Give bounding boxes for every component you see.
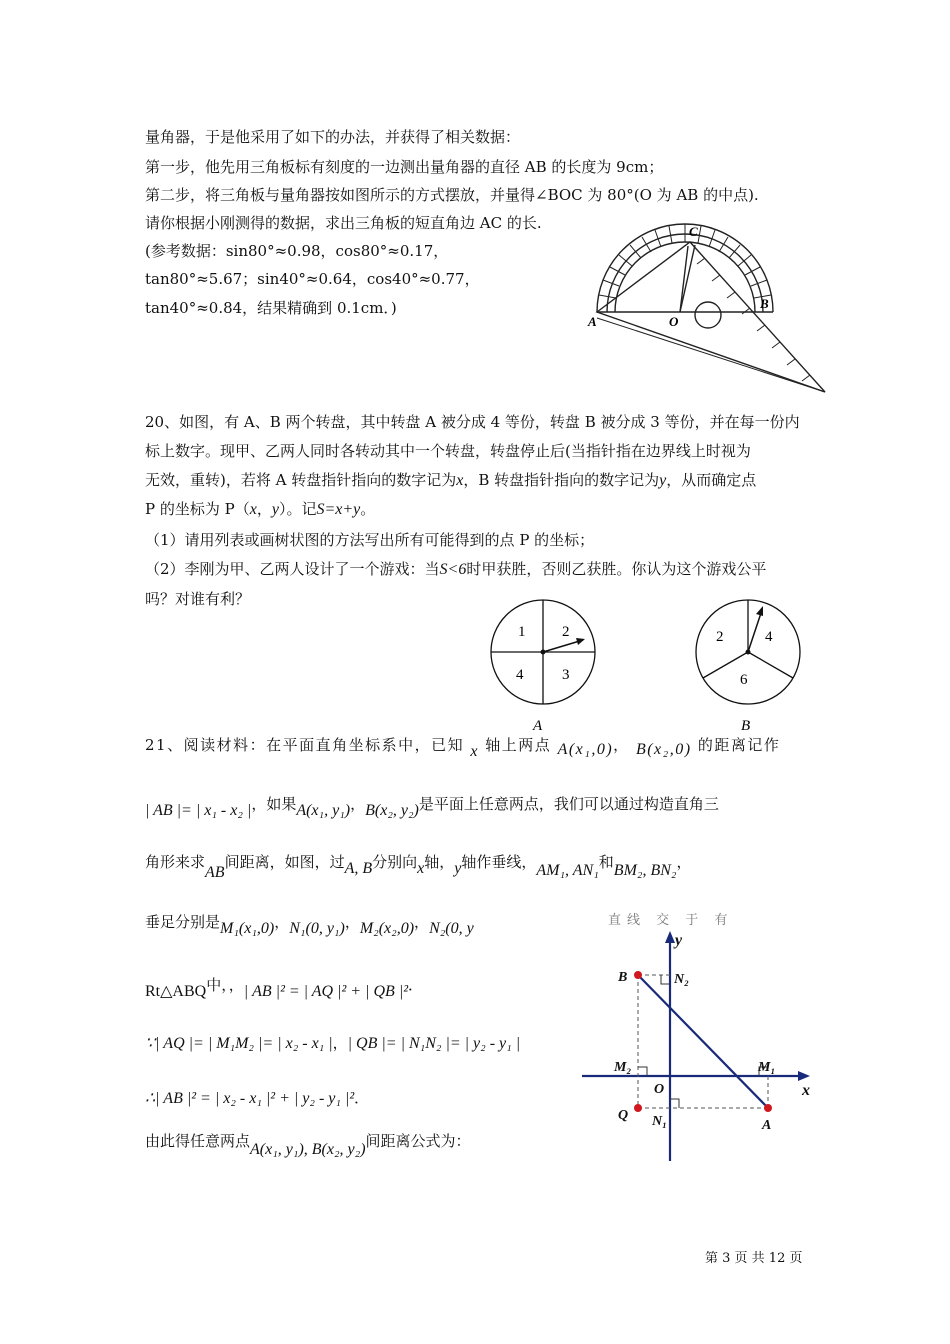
q19-ref-1: (参考数据：sin80°≈0.98，cos80°≈0.17， [145, 242, 449, 260]
fig21-label-m1: M₁ [758, 1060, 776, 1075]
q21-conclusion-line [145, 1131, 471, 1158]
fig19-label-b: B [760, 296, 769, 311]
q21-line-3b: 间距离，如图，过 [224, 853, 345, 871]
q21-line-4d: M₂(x₂,0) [359, 920, 415, 937]
spinner-a [488, 596, 600, 736]
q19-line-1: 量角器，于是他采用了如下的办法，并获得了相关数据： [145, 128, 521, 146]
q20-part-2b: 时甲获胜，否则乙获胜。你认为这个游戏公平 [466, 560, 767, 578]
q21-line-3j: ， [676, 853, 692, 871]
q20-part-2 [145, 559, 766, 580]
q21-line-3e: 轴， [424, 853, 455, 871]
q21-point-b: B(x₂,0) [635, 741, 692, 758]
q20-line-3c: ，从而确定点 [666, 471, 757, 489]
fig21-label-b: B [618, 970, 628, 985]
q21-line-3x: x [417, 860, 425, 877]
q21-line-4a: 垂足分别是 [145, 913, 221, 931]
q20-line-4c: 。 [360, 500, 376, 518]
q21-conclusion-a: 由此得任意两点 [145, 1132, 251, 1150]
q21-conclusion-b: A(x₁, y₁), B(x₂, y₂) [250, 1141, 366, 1158]
q21-intro: 21、阅读材料：在平面直角坐标系中，已知 [145, 736, 465, 754]
fig21-label-m2: M₂ [614, 1060, 632, 1075]
q21-therefore-line: ∴| AB |² = | x₂ - x₁ |² + | y₂ - y₁ |²． [145, 1089, 370, 1107]
spinner-b-num-2: 2 [716, 629, 724, 645]
q21-line-3y: y [454, 860, 462, 877]
q21-line-3d: 分别向 [372, 853, 418, 871]
fig19-label-o: O [669, 314, 679, 329]
q21-rt-zhong: 中， [206, 976, 229, 994]
page-footer: 第 3 页 共 12 页 [705, 1251, 803, 1266]
q21-line-4c: N₁(0, y₁) [289, 920, 345, 937]
q20-var-x: x [456, 472, 464, 489]
spinner-a-num-4: 4 [516, 667, 524, 683]
q21-line-3c: A, B [344, 860, 373, 877]
q21-point-a2: A(x₁, y₁) [296, 802, 351, 819]
q21-line-3a: 角形来求 [145, 853, 206, 871]
q20-line-3a: 无效，重转)，若将 A 转盘指针指向的数字记为 [145, 471, 457, 489]
fig21-label-y: y [675, 932, 683, 949]
q21-line-4-overlap: 直线 交 于 有 [608, 913, 734, 928]
q19-line-4: 请你根据小刚测得的数据，求出三角板的短直角边 AC 的长. [145, 214, 542, 232]
fig21-label-o: O [654, 1082, 665, 1097]
q21-rt-line: Rt△ABQ中，，| AB |² = | AQ |² + | QB |²． [145, 976, 424, 1000]
q20-line-3b: ，B 转盘指针指向的数字记为 [463, 471, 660, 489]
spinner-a-num-3: 3 [562, 667, 570, 683]
fig21-label-n1: N₁ [652, 1114, 667, 1129]
q21-rt-formula: | AB |² = | AQ |² + | QB |² [243, 983, 409, 1000]
q21-because-line: ∵| AQ |= | M₁M₂ |= | x₂ - x₁ |，| QB |= | N₁N₂ |= | y₂ - y₁ | [145, 1034, 521, 1052]
spinner-a-num-1: 1 [518, 624, 526, 640]
q21-line-3h: 和 [598, 853, 614, 871]
q20-part-2a: （2）李刚为甲、乙两人设计了一个游戏：当 [145, 560, 440, 578]
q21-if-text: ，如果 [251, 795, 297, 813]
q20-line-4s: S=x+y [316, 501, 361, 518]
q20-line-1: 20、如图，有 A、B 两个转盘，其中转盘 A 被分成 4 等份，转盘 B 被分成 3 等份，并在每一份内 [145, 413, 800, 431]
q21-line-1: 21、阅读材料：在平面直角坐标系中，已知 x 轴上两点 A(x₁,0)， B(x₂,0) 的距离记作 [145, 736, 781, 760]
q20-line-4a: P 的坐标为 P（ [145, 500, 250, 518]
spinner-b-num-4: 4 [765, 629, 773, 645]
q21-line-4: 垂足分别是M₁(x₁,0)，N₁(0, y₁)，M₂(x₂,0)，N₂(0, y [145, 913, 474, 937]
q21-rt-triangle: Rt△ABQ [145, 983, 207, 1000]
q21-line-3ab: AB [205, 864, 225, 881]
q21-conclusion-c: 间距离公式为： [365, 1132, 471, 1150]
q21-x-axis-var: x [470, 743, 479, 760]
q21-because-a: ∵| AQ |= | M₁M₂ |= | x₂ - x₁ | [145, 1035, 333, 1052]
spinner-b [693, 596, 805, 736]
spinner-a-label: A [533, 718, 543, 734]
fig19-label-c: C [689, 224, 698, 239]
q21-intro3: 的距离记作 [697, 736, 781, 754]
q19-line-2: 第一步，他先用三角板标有刻度的一边测出量角器的直径 AB 的长度为 9cm； [145, 158, 664, 176]
fig21-label-n2: N₂ [674, 972, 689, 987]
q20-line-2: 标上数字。现甲、乙两人同时各转动其中一个转盘，转盘停止后(当指针指在边界线上时视为 [145, 442, 751, 460]
q20-line-4b: ）。记 [278, 500, 317, 518]
protractor-figure [585, 220, 835, 400]
q20-var-y: y [659, 472, 667, 489]
q21-line-3 [145, 852, 692, 881]
q21-ab-formula: | AB |= | x₁ - x₂ | [145, 802, 252, 819]
q21-intro2: 轴上两点 [485, 736, 552, 754]
q21-point-b2: B(x₂, y₂) [365, 802, 419, 819]
q21-line-2: | AB |= | x₁ - x₂ |，如果A(x₁, y₁)，B(x₂, y₂)是平面上任意两点，我们可以通过构造直角三 [145, 795, 719, 819]
fig21-label-q: Q [618, 1108, 629, 1123]
q21-because-b: | QB |= | N₁N₂ |= | y₂ - y₁ | [347, 1035, 521, 1052]
q20-part-1: （1）请用列表或画树状图的方法写出所有可能得到的点 P 的坐标； [145, 531, 595, 549]
q21-line-4b: M₁(x₁,0) [220, 920, 275, 937]
q20-part-2s: S<6 [439, 561, 467, 578]
spinner-b-num-6: 6 [740, 672, 748, 688]
q19-ref-2: tan80°≈5.67；sin40°≈0.64，cos40°≈0.77， [145, 270, 480, 288]
spinner-a-num-2: 2 [562, 624, 570, 640]
q21-line-3i: BM₂, BN₂ [613, 862, 677, 879]
q20-line-4 [145, 499, 375, 520]
q19-line-3: 第二步，将三角板与量角器按如图所示的方式摆放，并量得∠BOC 为 80°(O 为 AB 的中点). [145, 186, 759, 204]
q20-line-3 [145, 470, 756, 491]
q21-therefore: ∴| AB |² = | x₂ - x₁ |² + | y₂ - y₁ |² [145, 1090, 355, 1107]
q21-line-4e: N₂(0, y [429, 920, 474, 937]
fig21-label-x: x [802, 1082, 810, 1099]
coordinate-figure [578, 925, 818, 1165]
q20-line-4y: y [271, 501, 279, 518]
q19-ref-3: tan40°≈0.84，结果精确到 0.1cm．) [145, 299, 397, 317]
q20-part-2c: 吗？对谁有利？ [145, 590, 251, 608]
q21-point-a: A(x₁,0) [557, 741, 614, 758]
q21-line-3f: 轴作垂线， [461, 853, 537, 871]
spinner-b-label: B [741, 718, 751, 734]
q20-line-4x: x [249, 501, 257, 518]
q20-line-4m: ， [256, 500, 272, 518]
q21-line-3g: AM₁, AN₁ [536, 862, 599, 879]
fig21-label-a: A [762, 1118, 772, 1133]
fig19-label-a: A [588, 314, 597, 329]
q21-any-two: 是平面上任意两点，我们可以通过构造直角三 [418, 795, 719, 813]
